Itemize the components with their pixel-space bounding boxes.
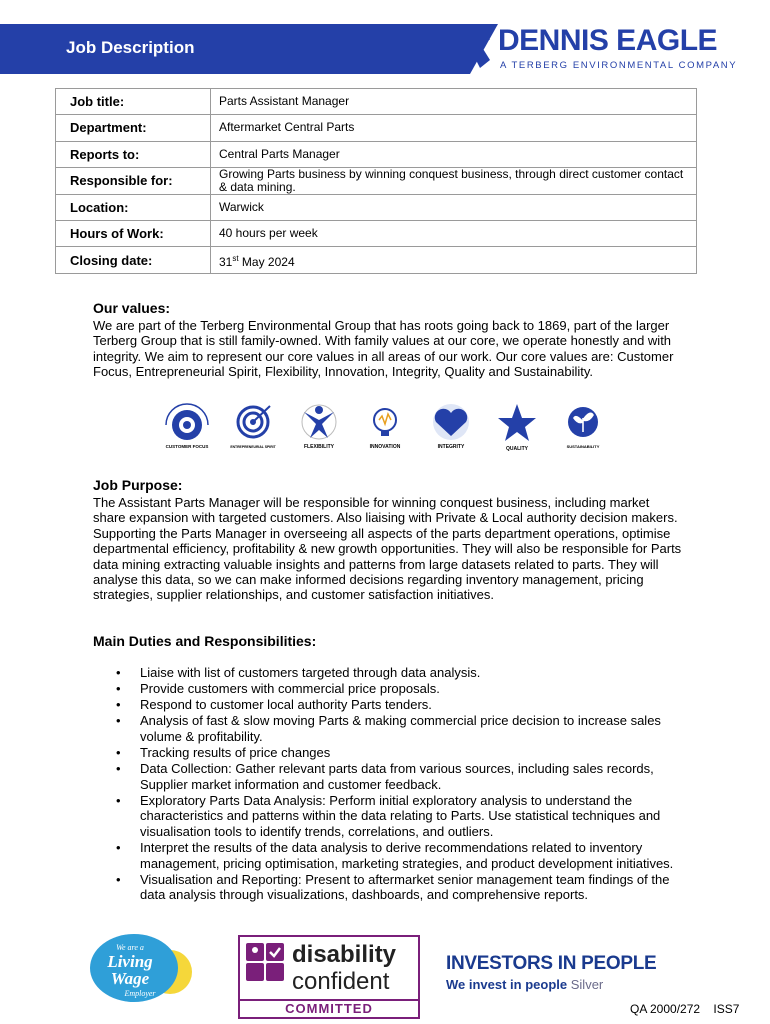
- purpose-heading: Job Purpose:: [93, 477, 183, 493]
- closing-date-label: Closing date:: [56, 247, 211, 273]
- responsible-for-value: Growing Parts business by winning conquest business, through direct customer contact & data mining.: [211, 167, 697, 194]
- living-wage-line: Wage: [110, 969, 150, 988]
- values-section: [93, 300, 683, 380]
- entrepreneurial-spirit-badge: [226, 398, 280, 452]
- sustainability-badge: [556, 398, 610, 452]
- living-wage-line: Living: [107, 952, 153, 971]
- disability-confident-logo: [238, 935, 420, 1019]
- plant-icon: [556, 398, 610, 452]
- list-item: • Data Collection: Gather relevant parts data from various sources, including sales records, Supplier market information and customer feedback.: [116, 761, 686, 792]
- closing-day-suffix: st: [232, 253, 239, 263]
- investors-in-people-logo: [446, 953, 686, 992]
- job-info-table: [55, 88, 697, 274]
- closing-date-value: [211, 247, 697, 273]
- living-wage-line: Employer: [124, 989, 156, 998]
- value-label: INTEGRITY: [437, 444, 465, 450]
- iip-tagline: We invest in people: [446, 977, 568, 992]
- iip-subtitle: [446, 977, 686, 992]
- value-label: CUSTOMER FOCUS: [165, 444, 209, 449]
- reference-text: QA 2000/272 ISS7: [630, 1002, 740, 1016]
- list-item: • Provide customers with commercial price proposals.: [116, 681, 686, 697]
- purpose-section: [93, 477, 683, 603]
- closing-month-year: May 2024: [238, 254, 295, 269]
- job-title-label: Job title:: [56, 89, 211, 115]
- hours-label: Hours of Work:: [56, 221, 211, 247]
- job-title-value: Parts Assistant Manager: [211, 89, 697, 115]
- table-row: [56, 247, 697, 273]
- table-row: [56, 89, 697, 115]
- closing-day: 31: [219, 254, 233, 269]
- logo-name: DENNIS EAGLE: [498, 24, 718, 57]
- disability-confident-icon: [246, 943, 286, 999]
- list-item: • Tracking results of price changes: [116, 745, 686, 761]
- list-item: • Respond to customer local authority Parts tenders.: [116, 697, 686, 713]
- heart-icon: [424, 398, 478, 452]
- star-icon: [490, 398, 544, 452]
- values-heading: Our values:: [93, 300, 171, 316]
- table-row: [56, 194, 697, 220]
- reports-to-value: Central Parts Manager: [211, 141, 697, 167]
- integrity-badge: [424, 398, 478, 452]
- list-item: • Interpret the results of the data analysis to derive recommendations related to inventory management, pricing optimisation, marketing strategies, and product development initiatives.: [116, 840, 686, 871]
- value-label: SUSTAINABILITY: [566, 444, 600, 449]
- table-row: [56, 115, 697, 141]
- disability-subtitle: confident: [292, 968, 390, 995]
- list-item: • Exploratory Parts Data Analysis: Perform initial exploratory analysis to understand the characteristics and patterns within the data relating to Parts. Use statistical techniques and visualisation tools to identify trends, correlations, and outliers.: [116, 793, 686, 840]
- reports-to-label: Reports to:: [56, 141, 211, 167]
- value-label: FLEXIBILITY: [304, 444, 334, 450]
- dennis-eagle-logo: [450, 22, 760, 74]
- list-item: • Visualisation and Reporting: Present to aftermarket senior management team findings of the data analysis through visualizations, dashboards, and comprehensive reports.: [116, 872, 686, 903]
- purpose-text: The Assistant Parts Manager will be responsible for winning conquest business, including market share expansion with targeted customers. Also liaising with Private & Local authority decision makers. Supporting the Parts Manager in overseeing all aspects of the parts department operations, optimise departmental efficiency, profitability & new growth opportunities. They will also be responsible for Parts data mining extracting valuable insights and patterns from large datasets related to parts. They will analyse this data, so we can make informed decisions regarding inventory management, pricing strategies, supplier relationships, and customer satisfaction initiatives.: [93, 495, 682, 603]
- quality-badge: [490, 398, 544, 452]
- duties-list: [116, 665, 686, 903]
- department-value: Aftermarket Central Parts: [211, 115, 697, 141]
- location-label: Location:: [56, 194, 211, 220]
- figure-icon: [292, 398, 346, 452]
- living-wage-logo: [90, 934, 194, 1004]
- customer-focus-badge: [160, 398, 214, 452]
- duties-section: [93, 633, 683, 651]
- living-wage-line: We are a: [116, 943, 144, 952]
- department-label: Department:: [56, 115, 211, 141]
- eagle-icon: [450, 26, 496, 72]
- values-text: We are part of the Terberg Environmental Group that has roots going back to 1869, part of the larger Terberg Group that is still family-owned. With family values at our core, we operate honestly and with integrity. We aim to represent our core values in all areas of our work. Our core values are: Customer Focus, Entrepreneurial Spirit, Flexibility, Innovation, Integrity, Quality and Sustainability.: [93, 318, 674, 380]
- hours-value: 40 hours per week: [211, 221, 697, 247]
- innovation-badge: [358, 398, 412, 452]
- value-label: QUALITY: [506, 446, 528, 452]
- document-reference: [630, 1002, 739, 1016]
- target-icon: [226, 398, 280, 452]
- living-wage-badge: [90, 934, 194, 1004]
- core-values-icons: [160, 398, 610, 454]
- list-item: • Analysis of fast & slow moving Parts & making commercial price decision to increase sales volume & profitability.: [116, 713, 686, 744]
- list-item: • Liaise with list of customers targeted through data analysis.: [116, 665, 686, 681]
- duties-heading: Main Duties and Responsibilities:: [93, 633, 317, 649]
- disability-committed: COMMITTED: [240, 999, 418, 1017]
- table-row: [56, 221, 697, 247]
- iip-level: Silver: [570, 977, 604, 992]
- table-row: [56, 141, 697, 167]
- table-row: [56, 167, 697, 194]
- responsible-for-label: Responsible for:: [56, 167, 211, 194]
- value-label: INNOVATION: [369, 444, 401, 450]
- page-title: Job Description: [66, 38, 195, 57]
- disability-title: disability: [292, 941, 397, 968]
- location-value: Warwick: [211, 194, 697, 220]
- flexibility-badge: [292, 398, 346, 452]
- eye-icon: [160, 398, 214, 452]
- lightbulb-icon: [358, 398, 412, 452]
- logo-subtitle: A TERBERG ENVIRONMENTAL COMPANY: [500, 60, 738, 71]
- iip-title: INVESTORS IN PEOPLE: [446, 953, 657, 974]
- value-label: ENTREPRENEURIAL SPIRIT: [230, 445, 276, 449]
